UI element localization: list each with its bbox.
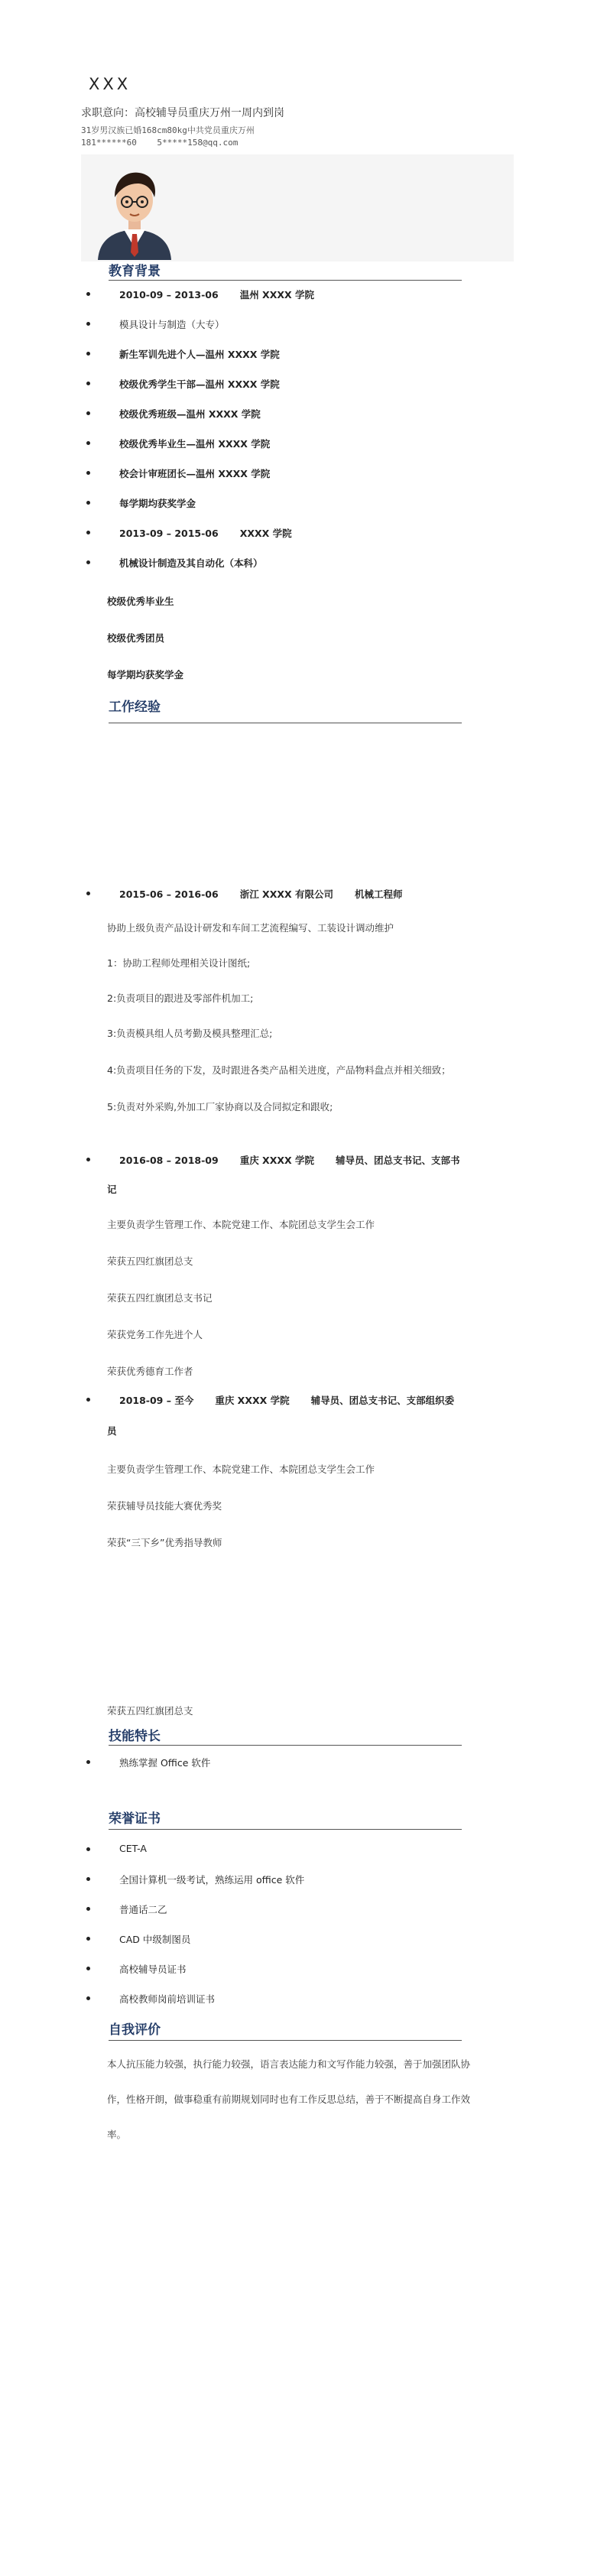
self-eval-title: 自我评价 [109, 2022, 161, 2038]
job-line: 荣获党务工作先进个人 [107, 1329, 203, 1340]
job-header-tail: 员 [107, 1425, 117, 1437]
edu-item: 校会计审班团长—温州 XXXX 学院 [119, 468, 271, 479]
edu-item: 2010-09 – 2013-06 温州 XXXX 学院 [119, 289, 314, 300]
job-line: 5:负责对外采购,外加工厂家协商以及合同拟定和跟收; [107, 1101, 333, 1113]
job-header: 2015-06 – 2016-06 浙江 XXXX 有限公司 机械工程师 [119, 888, 403, 900]
job-header: 2016-08 – 2018-09 重庆 XXXX 学院 辅导员、团总支书记、支部书 [119, 1155, 460, 1166]
job-header-tail: 记 [107, 1184, 117, 1195]
job-line: 荣获辅导员技能大赛优秀奖 [107, 1500, 222, 1512]
self-eval-line: 率。 [107, 2129, 127, 2140]
job-line: 荣获五四红旗团总支 [107, 1705, 193, 1717]
edu-extra: 校级优秀毕业生 [107, 596, 174, 607]
self-eval-line: 本人抗压能力较强，执行能力较强，语言表达能力和文写作能力较强，善于加强团队协 [107, 2058, 471, 2070]
self-eval-line: 作，性格开朗，做事稳重有前期规划同时也有工作反思总结，善于不断提高自身工作效 [107, 2094, 471, 2105]
skills-title: 技能特长 [109, 1729, 161, 1744]
education-title: 教育背景 [109, 264, 161, 279]
edu-item: 2013-09 – 2015-06 XXXX 学院 [119, 528, 292, 539]
phone-number: 181******60 [81, 138, 137, 148]
skills-divider [109, 1745, 462, 1746]
job-line: 荣获五四红旗团总支 [107, 1256, 193, 1267]
cert-item: CAD 中级制图员 [119, 1934, 191, 1945]
job-line: 荣获五四红旗团总支书记 [107, 1292, 213, 1304]
self-eval-divider [109, 2040, 462, 2041]
job-line: 主要负责学生管理工作、本院党建工作、本院团总支学生会工作 [107, 1463, 375, 1475]
job-line: 荣获优秀德育工作者 [107, 1366, 193, 1377]
edu-extra: 每学期均获奖学金 [107, 669, 184, 681]
certs-divider [109, 1829, 462, 1830]
edu-item: 校级优秀班级—温州 XXXX 学院 [119, 408, 261, 420]
job-header: 2018-09 – 至今 重庆 XXXX 学院 辅导员、团总支书记、支部组织委 [119, 1395, 455, 1406]
job-intent: 求职意向：高校辅导员重庆万州一周内到岗 [81, 107, 284, 119]
certs-title: 荣誉证书 [109, 1811, 161, 1827]
education-divider [109, 280, 462, 281]
edu-item: 校级优秀学生干部—温州 XXXX 学院 [119, 378, 280, 390]
contact-line [81, 138, 238, 148]
edu-item: 校级优秀毕业生—温州 XXXX 学院 [119, 438, 271, 450]
job-line: 2:负责项目的跟进及零部件机加工; [107, 992, 254, 1004]
cert-item: 高校辅导员证书 [119, 1964, 187, 1975]
cert-item: 高校教师岗前培训证书 [119, 1993, 216, 2005]
cert-item: CET-A [119, 1843, 147, 1854]
cert-item: 普通话二乙 [119, 1904, 167, 1915]
job-line: 荣获“三下乡”优秀指导教师 [107, 1537, 222, 1548]
cert-item: 全国计算机一级考试，熟练运用 office 软件 [119, 1874, 305, 1886]
edu-extra: 校级优秀团员 [107, 632, 165, 644]
avatar [92, 159, 177, 260]
candidate-name: XXX [89, 75, 131, 93]
job-line: 1：协助工程师处理相关设计图纸; [107, 957, 251, 969]
personal-info: 31岁男汉族已婚168cm80kg中共党员重庆万州 [81, 125, 255, 135]
edu-item: 新生军训先进个人—温州 XXXX 学院 [119, 349, 280, 360]
email-address: 5*****158@qq.com [157, 138, 239, 148]
job-line: 3:负责模具组人员考勤及模具整理汇总; [107, 1028, 273, 1039]
photo-area [81, 154, 514, 261]
edu-item: 模具设计与制造（大专） [119, 319, 225, 330]
job-line: 协助上级负责产品设计研发和车间工艺流程编写、工装设计调动维护 [107, 922, 394, 934]
job-line: 4:负责项目任务的下发，及时跟进各类产品相关进度，产品物料盘点并相关细致； [107, 1064, 451, 1076]
edu-item: 机械设计制造及其自动化（本科） [119, 557, 263, 569]
edu-item: 每学期均获奖学金 [119, 498, 196, 509]
work-title: 工作经验 [109, 700, 161, 715]
job-line: 主要负责学生管理工作、本院党建工作、本院团总支学生会工作 [107, 1219, 375, 1230]
skill-item: 熟练掌握 Office 软件 [119, 1757, 211, 1769]
